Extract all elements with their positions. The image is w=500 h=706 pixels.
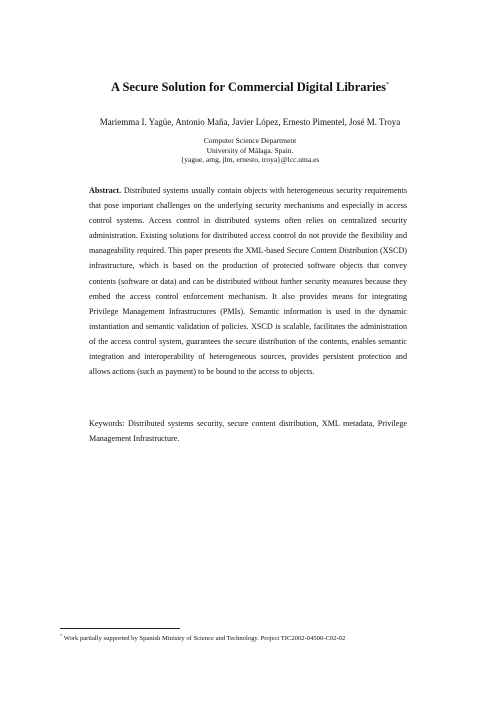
paper-title-text: A Secure Solution for Commercial Digital Libraries: [111, 80, 386, 95]
keywords-label: Keywords:: [89, 419, 125, 428]
footnote-mark: *: [60, 633, 63, 638]
affiliation-university: University of Málaga. Spain.: [206, 145, 294, 155]
footnote-text: Work partially supported by Spanish Ministry of Science and Technology. Project TIC2002-04500-C02-02: [63, 635, 346, 643]
affiliation-department: Computer Science Department: [203, 136, 297, 145]
abstract-text: Distributed systems usually contain objects with heterogeneous security requirements that pose important challenges on the underlying security mechanisms and especially in access control systems. Access control in distributed systems often relies on centralized security administration. Existing solutions for distributed access control do not provide the flexibility and manageability required. This paper presents the XML-based Secure Content Distribution (XSCD) infrastructure, which is based on the production of protected software objects that convey contents (software or data) and can be distributed without further security measures because they embed the access control enforcement mechanism. It also provides means for integrating Privilege Management Infrastructures (PMIs). Semantic information is used in the dynamic instantiation and semantic validation of policies. XSCD is scalable, facilitates the administration of the access control system, guarantees the secure distribution of the contents, enables semantic integration and interoperability of heterogeneous sources, provides persistent protection and allows actions (such as payment) to be bound to the access to objects.: [89, 186, 408, 377]
abstract-paragraph: [89, 183, 407, 379]
keywords-text: Distributed systems security, secure content distribution, XML metadata, Privilege Management Infrastructure.: [89, 419, 407, 444]
footnote-divider: [60, 628, 180, 629]
paper-title: [60, 77, 440, 95]
title-footnote-mark: *: [385, 82, 389, 88]
affiliation-block: [60, 136, 440, 165]
abstract-label: Abstract.: [89, 186, 122, 195]
author-list: Mariemma I. Yagüe, Antonio Maña, Javier López, Ernesto Pimentel, José M. Troya: [99, 117, 401, 127]
affiliation-emails: {yague, amg, jlm, ernesto, troya}@lcc.uma.es: [180, 155, 320, 164]
footnote: [60, 631, 440, 643]
keywords-paragraph: [89, 416, 407, 446]
